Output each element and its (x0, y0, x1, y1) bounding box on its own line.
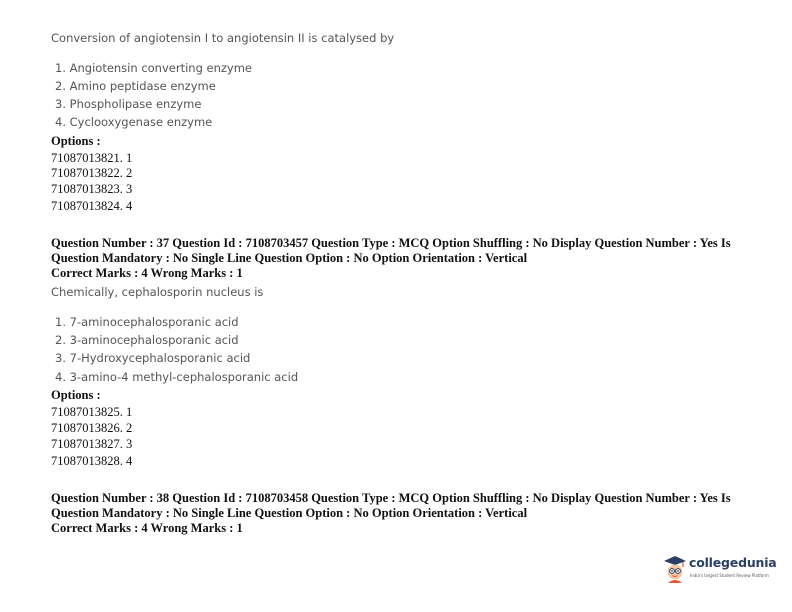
q36-choice-2: 2. Amino peptidase enzyme (55, 79, 216, 93)
q38-meta-line-2: Question Mandatory : No Single Line Question Option : No Option Orientation : Vertical (51, 506, 528, 520)
question-37-text: Chemically, cephalosporin nucleus is (51, 285, 264, 299)
q37-meta-line-2: Question Mandatory : No Single Line Question Option : No Option Orientation : Vertical (51, 251, 528, 265)
logo-tagline: India's largest Student Review Platform (690, 573, 769, 578)
q36-options-label: Options : (51, 134, 101, 148)
q37-choice-1: 1. 7-aminocephalosporanic acid (55, 315, 239, 329)
q37-option-4: 71087013828. 4 (51, 454, 133, 468)
q36-choice-3: 3. Phospholipase enzyme (55, 97, 202, 111)
q37-option-1: 71087013825. 1 (51, 405, 133, 419)
question-36-text: Conversion of angiotensin I to angiotensin II is catalysed by (51, 31, 395, 45)
q37-options-label: Options : (51, 388, 101, 402)
q36-option-1: 71087013821. 1 (51, 151, 133, 165)
q36-choice-1: 1. Angiotensin converting enzyme (55, 61, 253, 75)
q37-choice-2: 2. 3-aminocephalosporanic acid (55, 333, 239, 347)
graduate-mascot-icon (663, 555, 687, 583)
q36-option-4: 71087013824. 4 (51, 199, 133, 213)
q37-meta-line-1: Question Number : 37 Question Id : 7108703457 Question Type : MCQ Option Shuffling : No Display Question Number : Yes Is (51, 236, 731, 250)
q37-option-2: 71087013826. 2 (51, 421, 133, 435)
q38-meta-line-1: Question Number : 38 Question Id : 7108703458 Question Type : MCQ Option Shuffling : No Display Question Number : Yes Is (51, 491, 731, 505)
q38-marks: Correct Marks : 4 Wrong Marks : 1 (51, 521, 243, 535)
q37-option-3: 71087013827. 3 (51, 437, 133, 451)
q37-marks: Correct Marks : 4 Wrong Marks : 1 (51, 266, 243, 280)
collegedunia-logo (663, 551, 777, 587)
q36-option-3: 71087013823. 3 (51, 182, 133, 196)
q36-option-2: 71087013822. 2 (51, 166, 133, 180)
logo-wordmark: collegedunia (689, 555, 777, 570)
q36-choice-4: 4. Cyclooxygenase enzyme (55, 115, 213, 129)
q37-choice-4: 4. 3-amino-4 methyl-cephalosporanic acid (55, 370, 299, 384)
q37-choice-3: 3. 7-Hydroxycephalosporanic acid (55, 351, 251, 365)
